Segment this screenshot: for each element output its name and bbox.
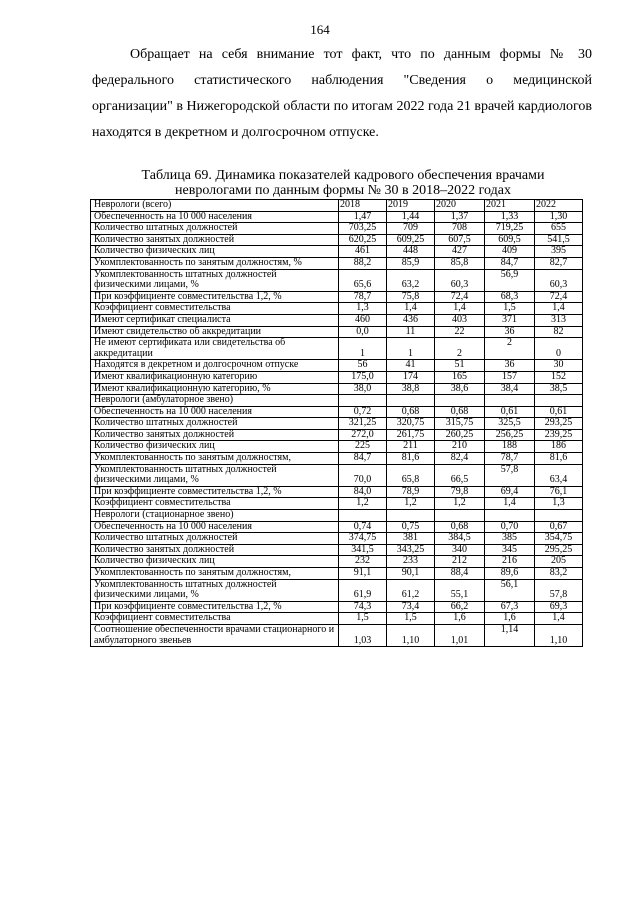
value-cell: 90,1 xyxy=(387,568,435,580)
value-cell: 63,4 xyxy=(535,464,583,486)
value-cell: 81,6 xyxy=(535,453,583,465)
empty-cell xyxy=(387,510,435,522)
value-cell: 67,3 xyxy=(485,601,535,613)
value-cell: 1,01 xyxy=(435,624,485,646)
value-cell: 72,4 xyxy=(435,291,485,303)
row-label: При коэффициенте совместительства 1,2, % xyxy=(91,291,339,303)
row-label: Количество штатных должностей xyxy=(91,533,339,545)
table-row xyxy=(91,453,583,465)
value-cell: 1,30 xyxy=(535,211,583,223)
value-cell: 325,5 xyxy=(485,418,535,430)
value-cell: 343,25 xyxy=(387,544,435,556)
table-row xyxy=(91,613,583,625)
row-label: Обеспеченность на 10 000 населения xyxy=(91,211,339,223)
value-cell: 1,2 xyxy=(339,498,387,510)
table-row xyxy=(91,441,583,453)
row-label: Количество физических лиц xyxy=(91,441,339,453)
value-cell: 461 xyxy=(339,246,387,258)
value-cell: 409 xyxy=(485,246,535,258)
row-label: Количество занятых должностей xyxy=(91,544,339,556)
value-cell: 295,25 xyxy=(535,544,583,556)
value-cell: 63,2 xyxy=(387,269,435,291)
empty-cell xyxy=(535,510,583,522)
value-cell: 1,3 xyxy=(339,303,387,315)
value-cell: 232 xyxy=(339,556,387,568)
year-header: 2022 xyxy=(535,200,583,212)
value-cell: 395 xyxy=(535,246,583,258)
value-cell: 216 xyxy=(485,556,535,568)
value-cell: 315,75 xyxy=(435,418,485,430)
table-row xyxy=(91,406,583,418)
value-cell: 1,03 xyxy=(339,624,387,646)
value-cell: 1,4 xyxy=(485,498,535,510)
value-cell: 708 xyxy=(435,223,485,235)
empty-cell xyxy=(485,395,535,407)
empty-cell xyxy=(435,510,485,522)
value-cell: 2 xyxy=(435,338,485,360)
table-row xyxy=(91,291,583,303)
value-cell: 381 xyxy=(387,533,435,545)
value-cell: 341,5 xyxy=(339,544,387,556)
value-cell: 66,2 xyxy=(435,601,485,613)
value-cell: 1,6 xyxy=(485,613,535,625)
value-cell: 354,75 xyxy=(535,533,583,545)
value-cell: 188 xyxy=(485,441,535,453)
row-label: Укомплектованность штатных должностей физическими лицами, % xyxy=(91,464,339,486)
row-label: Обеспеченность на 10 000 населения xyxy=(91,406,339,418)
year-header: 2020 xyxy=(435,200,485,212)
section-label: Неврологи (стационарное звено) xyxy=(91,510,339,522)
value-cell: 78,9 xyxy=(387,486,435,498)
value-cell: 174 xyxy=(387,371,435,383)
value-cell: 0,68 xyxy=(435,406,485,418)
value-cell: 0,74 xyxy=(339,521,387,533)
table-caption-line-1: Таблица 69. Динамика показателей кадрового обеспечения врачами xyxy=(141,168,545,183)
value-cell: 72,4 xyxy=(535,291,583,303)
year-header: 2019 xyxy=(387,200,435,212)
value-cell: 1,33 xyxy=(485,211,535,223)
row-label: Имеют свидетельство об аккредитации xyxy=(91,326,339,338)
table-section-row xyxy=(91,510,583,522)
row-label: Имеют сертификат специалиста xyxy=(91,314,339,326)
value-cell: 272,0 xyxy=(339,429,387,441)
value-cell: 85,9 xyxy=(387,257,435,269)
value-cell: 233 xyxy=(387,556,435,568)
value-cell: 1,6 xyxy=(435,613,485,625)
empty-cell xyxy=(535,395,583,407)
value-cell: 11 xyxy=(387,326,435,338)
value-cell: 38,0 xyxy=(339,383,387,395)
value-cell: 225 xyxy=(339,441,387,453)
table-row xyxy=(91,269,583,291)
value-cell: 66,5 xyxy=(435,464,485,486)
value-cell: 79,8 xyxy=(435,486,485,498)
value-cell: 256,25 xyxy=(485,429,535,441)
value-cell: 1,44 xyxy=(387,211,435,223)
value-cell: 2 xyxy=(485,338,535,360)
value-cell: 70,0 xyxy=(339,464,387,486)
value-cell: 61,2 xyxy=(387,579,435,601)
table-row xyxy=(91,326,583,338)
row-label: Количество физических лиц xyxy=(91,246,339,258)
value-cell: 76,1 xyxy=(535,486,583,498)
row-label: Количество занятых должностей xyxy=(91,429,339,441)
value-cell: 75,8 xyxy=(387,291,435,303)
table-row xyxy=(91,579,583,601)
value-cell: 85,8 xyxy=(435,257,485,269)
table-row xyxy=(91,314,583,326)
value-cell: 60,3 xyxy=(435,269,485,291)
table-row xyxy=(91,544,583,556)
table-row xyxy=(91,533,583,545)
value-cell: 56,9 xyxy=(485,269,535,291)
value-cell: 709 xyxy=(387,223,435,235)
value-cell: 261,75 xyxy=(387,429,435,441)
table-row xyxy=(91,338,583,360)
table-row xyxy=(91,371,583,383)
row-label: Количество физических лиц xyxy=(91,556,339,568)
year-header: 2021 xyxy=(485,200,535,212)
value-cell: 1,4 xyxy=(387,303,435,315)
table-caption-line-2: неврологами по данным формы № 30 в 2018–2022 годах xyxy=(175,183,511,198)
page-number: 164 xyxy=(310,22,330,37)
value-cell: 321,25 xyxy=(339,418,387,430)
empty-cell xyxy=(339,395,387,407)
value-cell: 1 xyxy=(387,338,435,360)
value-cell: 78,7 xyxy=(339,291,387,303)
value-cell: 1,37 xyxy=(435,211,485,223)
value-cell: 1,5 xyxy=(339,613,387,625)
value-cell: 239,25 xyxy=(535,429,583,441)
value-cell: 205 xyxy=(535,556,583,568)
value-cell: 436 xyxy=(387,314,435,326)
table-row xyxy=(91,303,583,315)
value-cell: 69,4 xyxy=(485,486,535,498)
value-cell: 427 xyxy=(435,246,485,258)
value-cell: 460 xyxy=(339,314,387,326)
value-cell: 30 xyxy=(535,360,583,372)
value-cell: 41 xyxy=(387,360,435,372)
row-label: Соотношение обеспеченности врачами стационарного и амбулаторного звеньев xyxy=(91,624,339,646)
value-cell: 0,0 xyxy=(339,326,387,338)
value-cell: 211 xyxy=(387,441,435,453)
value-cell: 0,61 xyxy=(485,406,535,418)
table-row xyxy=(91,383,583,395)
value-cell: 0,72 xyxy=(339,406,387,418)
table-section-row xyxy=(91,395,583,407)
value-cell: 1,2 xyxy=(435,498,485,510)
value-cell: 69,3 xyxy=(535,601,583,613)
row-label: Количество штатных должностей xyxy=(91,223,339,235)
table-row xyxy=(91,223,583,235)
table-row xyxy=(91,418,583,430)
value-cell: 1,47 xyxy=(339,211,387,223)
value-cell: 703,25 xyxy=(339,223,387,235)
value-cell: 61,9 xyxy=(339,579,387,601)
row-label: Находятся в декретном и долгосрочном отпуске xyxy=(91,360,339,372)
row-label: Укомплектованность по занятым должностям, xyxy=(91,568,339,580)
value-cell: 1,10 xyxy=(387,624,435,646)
value-cell: 57,8 xyxy=(485,464,535,486)
value-cell: 157 xyxy=(485,371,535,383)
table-row xyxy=(91,486,583,498)
section-label: Неврологи (амбулаторное звено) xyxy=(91,395,339,407)
row-label: Коэффициент совместительства xyxy=(91,498,339,510)
value-cell: 1,2 xyxy=(387,498,435,510)
value-cell: 78,7 xyxy=(485,453,535,465)
value-cell: 60,3 xyxy=(535,269,583,291)
row-label: Укомплектованность штатных должностей физическими лицами, % xyxy=(91,579,339,601)
value-cell: 1,3 xyxy=(535,498,583,510)
value-cell: 83,2 xyxy=(535,568,583,580)
value-cell: 655 xyxy=(535,223,583,235)
value-cell: 38,8 xyxy=(387,383,435,395)
section-label: Неврологи (всего) xyxy=(91,200,339,212)
value-cell: 91,1 xyxy=(339,568,387,580)
row-label: Имеют квалификационную категорию xyxy=(91,371,339,383)
empty-cell xyxy=(435,395,485,407)
value-cell: 65,8 xyxy=(387,464,435,486)
table-header-row xyxy=(91,200,583,212)
value-cell: 88,4 xyxy=(435,568,485,580)
value-cell: 56,1 xyxy=(485,579,535,601)
table-caption xyxy=(88,168,598,198)
value-cell: 152 xyxy=(535,371,583,383)
row-label: Количество штатных должностей xyxy=(91,418,339,430)
row-label: Не имеют сертификата или свидетельства об аккредитации xyxy=(91,338,339,360)
value-cell: 186 xyxy=(535,441,583,453)
value-cell: 0,75 xyxy=(387,521,435,533)
value-cell: 36 xyxy=(485,326,535,338)
value-cell: 38,4 xyxy=(485,383,535,395)
value-cell: 313 xyxy=(535,314,583,326)
value-cell: 81,6 xyxy=(387,453,435,465)
row-label: При коэффициенте совместительства 1,2, % xyxy=(91,486,339,498)
value-cell: 212 xyxy=(435,556,485,568)
row-label: Коэффициент совместительства xyxy=(91,303,339,315)
value-cell: 609,25 xyxy=(387,234,435,246)
value-cell: 345 xyxy=(485,544,535,556)
table-row xyxy=(91,360,583,372)
row-label: Коэффициент совместительства xyxy=(91,613,339,625)
value-cell: 719,25 xyxy=(485,223,535,235)
value-cell: 84,7 xyxy=(485,257,535,269)
value-cell: 448 xyxy=(387,246,435,258)
table-row xyxy=(91,521,583,533)
value-cell: 1,10 xyxy=(535,624,583,646)
table-row xyxy=(91,234,583,246)
value-cell: 89,6 xyxy=(485,568,535,580)
value-cell: 385 xyxy=(485,533,535,545)
row-label: При коэффициенте совместительства 1,2, % xyxy=(91,601,339,613)
value-cell: 607,5 xyxy=(435,234,485,246)
row-label: Укомплектованность по занятым должностям, % xyxy=(91,257,339,269)
staffing-table xyxy=(90,199,583,647)
value-cell: 384,5 xyxy=(435,533,485,545)
value-cell: 84,7 xyxy=(339,453,387,465)
value-cell: 0,68 xyxy=(435,521,485,533)
value-cell: 38,6 xyxy=(435,383,485,395)
value-cell: 1 xyxy=(339,338,387,360)
body-paragraph: Обращает на себя внимание тот факт, что по данным формы № 30 федерального статистического наблюдения "Сведения о медицинской организации" в Нижегородской области по итогам 2022 года 21 врачей кардиологов находятся в декретном и долгосрочном отпуске. xyxy=(92,47,592,140)
year-header: 2018 xyxy=(339,200,387,212)
value-cell: 22 xyxy=(435,326,485,338)
empty-cell xyxy=(485,510,535,522)
value-cell: 320,75 xyxy=(387,418,435,430)
value-cell: 175,0 xyxy=(339,371,387,383)
value-cell: 65,6 xyxy=(339,269,387,291)
row-label: Количество занятых должностей xyxy=(91,234,339,246)
value-cell: 88,2 xyxy=(339,257,387,269)
table-row xyxy=(91,568,583,580)
value-cell: 1,14 xyxy=(485,624,535,646)
table-row xyxy=(91,624,583,646)
value-cell: 57,8 xyxy=(535,579,583,601)
table-row xyxy=(91,556,583,568)
value-cell: 82,7 xyxy=(535,257,583,269)
value-cell: 0,70 xyxy=(485,521,535,533)
empty-cell xyxy=(339,510,387,522)
table-row xyxy=(91,429,583,441)
value-cell: 68,3 xyxy=(485,291,535,303)
value-cell: 609,5 xyxy=(485,234,535,246)
value-cell: 1,5 xyxy=(485,303,535,315)
value-cell: 371 xyxy=(485,314,535,326)
value-cell: 620,25 xyxy=(339,234,387,246)
row-label: Имеют квалификационную категорию, % xyxy=(91,383,339,395)
value-cell: 0,61 xyxy=(535,406,583,418)
value-cell: 541,5 xyxy=(535,234,583,246)
row-label: Укомплектованность штатных должностей физическими лицами, % xyxy=(91,269,339,291)
value-cell: 74,3 xyxy=(339,601,387,613)
table-row xyxy=(91,211,583,223)
value-cell: 0 xyxy=(535,338,583,360)
value-cell: 51 xyxy=(435,360,485,372)
table-row xyxy=(91,257,583,269)
value-cell: 36 xyxy=(485,360,535,372)
value-cell: 1,5 xyxy=(387,613,435,625)
value-cell: 38,5 xyxy=(535,383,583,395)
value-cell: 1,4 xyxy=(535,303,583,315)
value-cell: 293,25 xyxy=(535,418,583,430)
value-cell: 403 xyxy=(435,314,485,326)
value-cell: 340 xyxy=(435,544,485,556)
table-row xyxy=(91,246,583,258)
value-cell: 1,4 xyxy=(435,303,485,315)
row-label: Укомплектованность по занятым должностям, xyxy=(91,453,339,465)
value-cell: 73,4 xyxy=(387,601,435,613)
value-cell: 0,68 xyxy=(387,406,435,418)
value-cell: 374,75 xyxy=(339,533,387,545)
table-row xyxy=(91,498,583,510)
value-cell: 55,1 xyxy=(435,579,485,601)
value-cell: 56 xyxy=(339,360,387,372)
value-cell: 260,25 xyxy=(435,429,485,441)
value-cell: 1,4 xyxy=(535,613,583,625)
value-cell: 82,4 xyxy=(435,453,485,465)
empty-cell xyxy=(387,395,435,407)
value-cell: 82 xyxy=(535,326,583,338)
value-cell: 165 xyxy=(435,371,485,383)
row-label: Обеспеченность на 10 000 населения xyxy=(91,521,339,533)
value-cell: 0,67 xyxy=(535,521,583,533)
value-cell: 210 xyxy=(435,441,485,453)
value-cell: 84,0 xyxy=(339,486,387,498)
table-row xyxy=(91,464,583,486)
table-row xyxy=(91,601,583,613)
